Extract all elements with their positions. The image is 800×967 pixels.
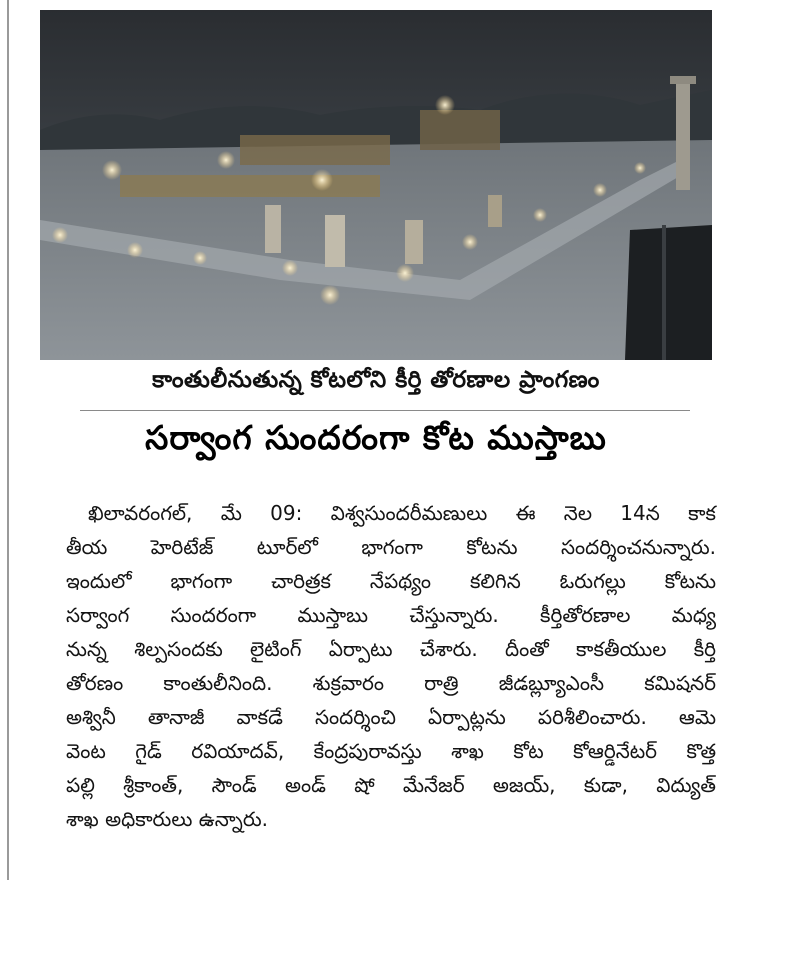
news-photo: [40, 10, 712, 360]
caption-divider: [80, 410, 690, 411]
body-line: ఇందులో భాగంగా చారిత్రక నేపథ్యం కలిగిన ఓరుగల్లు కోటను: [66, 569, 716, 593]
body-line: నున్న శిల్పసందకు లైటింగ్ ఏర్పాటు చేశారు. దీంతో కాకతీయుల కీర్తి: [66, 637, 716, 661]
body-line: తీయ హెరిటేజ్ టూర్‌లో భాగంగా కోటను సందర్శించనున్నారు.: [66, 535, 716, 559]
body-line: శాఖ అధికారులు ఉన్నారు.: [66, 807, 268, 831]
body-line: తోరణం కాంతులీనింది. శుక్రవారం రాత్రి జీడబ్ల్యూఎంసీ కమిషనర్: [66, 671, 716, 695]
body-line: అశ్వినీ తానాజీ వాకడే సందర్శించి ఏర్పాట్లను పరిశీలించారు. ఆమె: [66, 705, 716, 729]
body-line: ఖిలావరంగల్, మే 09: విశ్వసుందరీమణులు ఈ నెల 14న కాక: [88, 501, 716, 525]
night-fort-illustration: [40, 10, 712, 360]
article-body: [66, 496, 716, 836]
article-headline: సర్వాంగ సుందరంగా కోట ముస్తాబు: [145, 418, 607, 457]
photo-caption: కాంతులీనుతున్న కోటలోని కీర్తి తోరణాల ప్రాంగణం: [152, 367, 600, 393]
body-line: పల్లి శ్రీకాంత్, సౌండ్ అండ్ షో మేనేజర్ అజయ్, కుడా, విద్యుత్: [66, 773, 716, 797]
body-line: వెంట గైడ్ రవియాదవ్, కేంద్రపురావస్తు శాఖ కోట కోఆర్డినేటర్ కొత్త: [66, 739, 716, 763]
body-line: సర్వాంగ సుందరంగా ముస్తాబు చేస్తున్నారు. కీర్తితోరణాల మధ్య: [66, 603, 716, 627]
